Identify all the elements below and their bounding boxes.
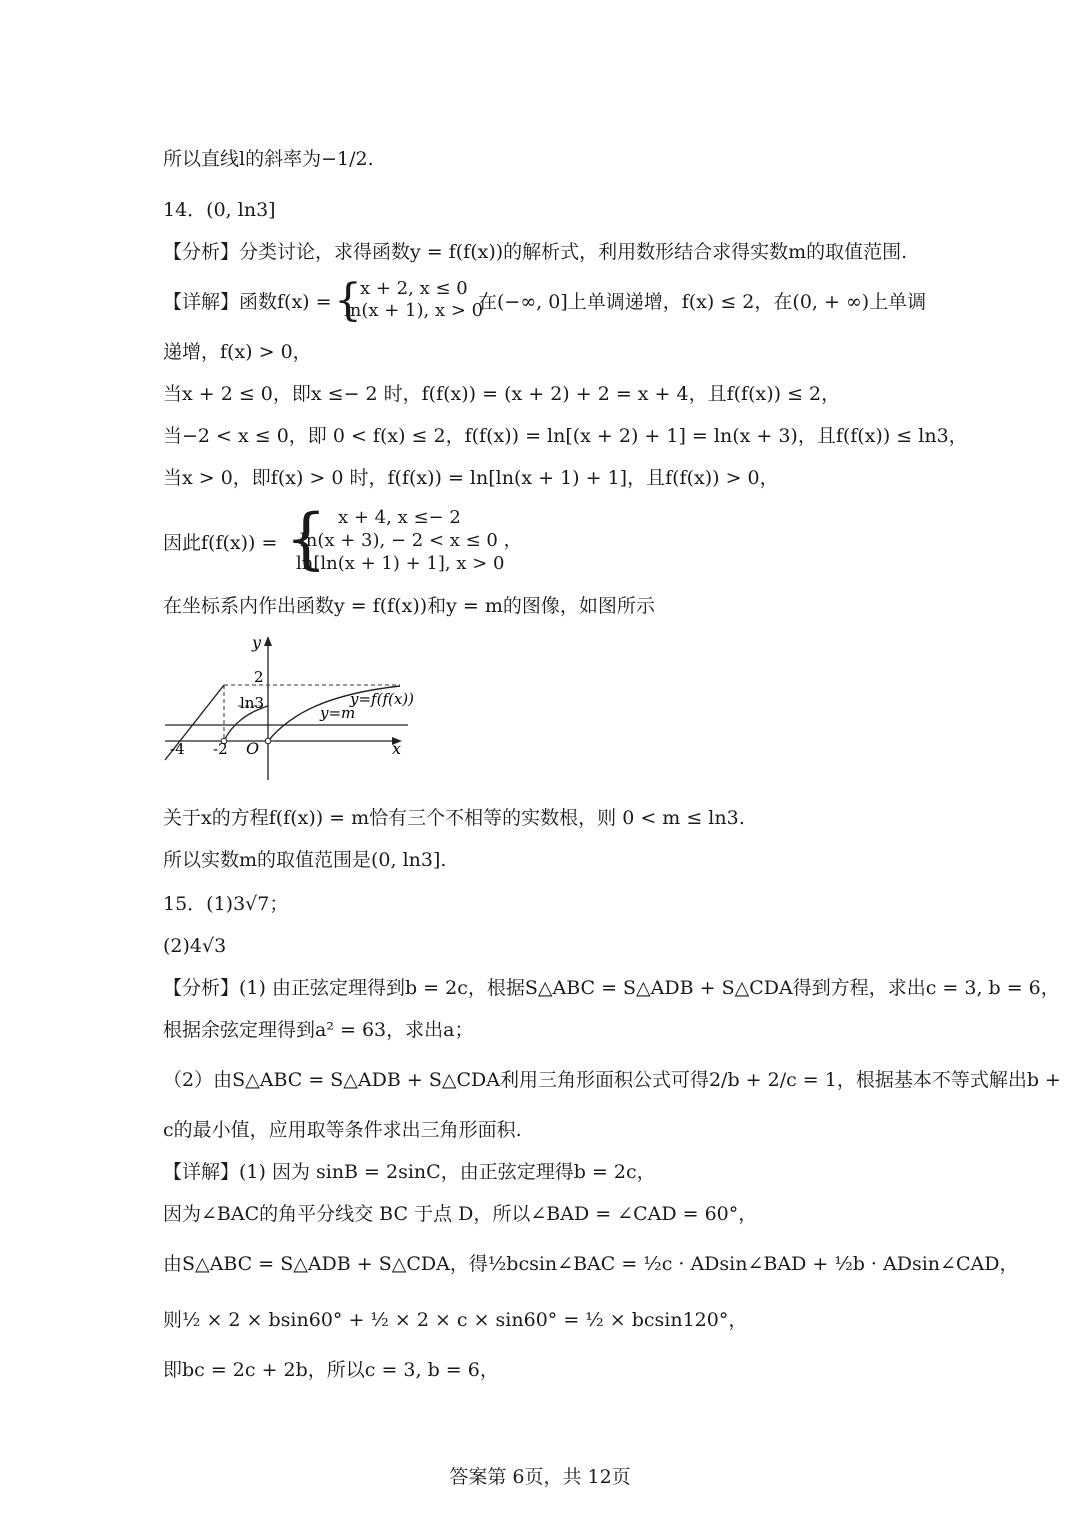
piecewise-brace-2: { [285, 500, 327, 577]
tick-ln3-label: ln3 [240, 694, 265, 712]
analysis-15-3: （2）由S△ABC = S△ADB + S△CDA利用三角形面积公式可得2/b + 2/c = 1，根据基本不等式解出b + [163, 1069, 1061, 1091]
case-neg2-to-0: 当−2 < x ≤ 0，即 0 < f(x) ≤ 2，f(f(x)) = ln[(x + 2) + 1] = ln(x + 3)，且f(f(x)) ≤ ln3， [163, 425, 968, 447]
detail-14-tail: 在(−∞, 0]上单调递增，f(x) ≤ 2，在(0, + ∞)上单调 [478, 291, 927, 313]
case-x-le-neg2: 当x + 2 ≤ 0，即x ≤− 2 时，f(f(x)) = (x + 2) + 2 = x + 4，且f(f(x)) ≤ 2， [163, 383, 841, 405]
open-point-origin [265, 738, 271, 744]
analysis-15-2: 根据余弦定理得到a² = 63，求出a； [163, 1019, 474, 1041]
detail-15-1: 【详解】(1) 因为 sinB = 2sinC，由正弦定理得b = 2c， [163, 1161, 656, 1183]
piecewise-case-1: x + 2, x ≤ 0 [360, 278, 468, 299]
roots-conclusion: 关于x的方程f(f(x)) = m恰有三个不相等的实数根，则 0 < m ≤ ln3. [163, 807, 745, 829]
detail-15-3: 由S△ABC = S△ADB + S△CDA，得½bcsin∠BAC = ½c · ADsin∠BAD + ½b · ADsin∠CAD， [163, 1253, 1019, 1275]
composite-case-1: x + 4, x ≤− 2 [338, 507, 461, 528]
y-axis-arrow [264, 636, 272, 646]
analysis-15-1: 【分析】(1) 由正弦定理得到b = 2c，根据S△ABC = S△ADB + S△CDA得到方程，求出c = 3, b = 6， [163, 977, 1060, 999]
composite-case-3: ln[ln(x + 1) + 1], x > 0 [296, 553, 505, 574]
x-axis-label: x [392, 739, 402, 758]
detail-15-4: 则½ × 2 × bsin60° + ½ × 2 × c × sin60° = ½ × bcsin120°， [163, 1309, 748, 1331]
answer-15-1: 15．(1)3√7； [163, 893, 289, 915]
analysis-14: 【分析】分类讨论，求得函数y = f(f(x))的解析式，利用数形结合求得实数m的取值范围. [163, 241, 908, 263]
detail-14-lead: 【详解】函数f(x) = [163, 291, 332, 313]
tick-neg2-label: -2 [213, 740, 228, 758]
line-slope: 所以直线l的斜率为−1/2. [163, 148, 374, 170]
graph-intro: 在坐标系内作出函数y = f(f(x))和y = m的图像，如图所示 [163, 595, 655, 617]
line-m-label: y=m [320, 704, 356, 722]
range-conclusion: 所以实数m的取值范围是(0, ln3]. [163, 849, 447, 871]
curve-label: y=f(f(x)) [350, 690, 415, 708]
case-x-gt-0: 当x > 0，即f(x) > 0 时，f(f(x)) = ln[ln(x + 1) + 1]，且f(f(x)) > 0， [163, 467, 779, 489]
page-footer: 答案第 6页，共 12页 [449, 1466, 631, 1488]
piecewise-brace-1: { [334, 275, 362, 326]
answer-15-2: (2)4√3 [163, 935, 227, 957]
y-axis-label: y [252, 633, 262, 652]
tick-2-label: 2 [254, 668, 264, 686]
analysis-15-4: c的最小值，应用取等条件求出三角形面积. [163, 1119, 522, 1141]
detail-14-line2: 递增，f(x) > 0， [163, 341, 312, 363]
answer-14: 14．(0, ln3] [163, 199, 276, 221]
detail-15-5: 即bc = 2c + 2b，所以c = 3, b = 6， [163, 1359, 499, 1381]
origin-label: O [246, 739, 260, 758]
detail-15-2: 因为∠BAC的角平分线交 BC 于点 D，所以∠BAD = ∠CAD = 60°， [163, 1203, 758, 1225]
function-graph [160, 632, 420, 782]
piecewise-case-2: ln(x + 1), x > 0 [344, 300, 484, 321]
composite-lead: 因此f(f(x)) = [163, 532, 278, 554]
tick-neg4-label: -4 [170, 740, 185, 758]
composite-case-2: ln(x + 3), − 2 < x ≤ 0 ， [300, 530, 522, 551]
